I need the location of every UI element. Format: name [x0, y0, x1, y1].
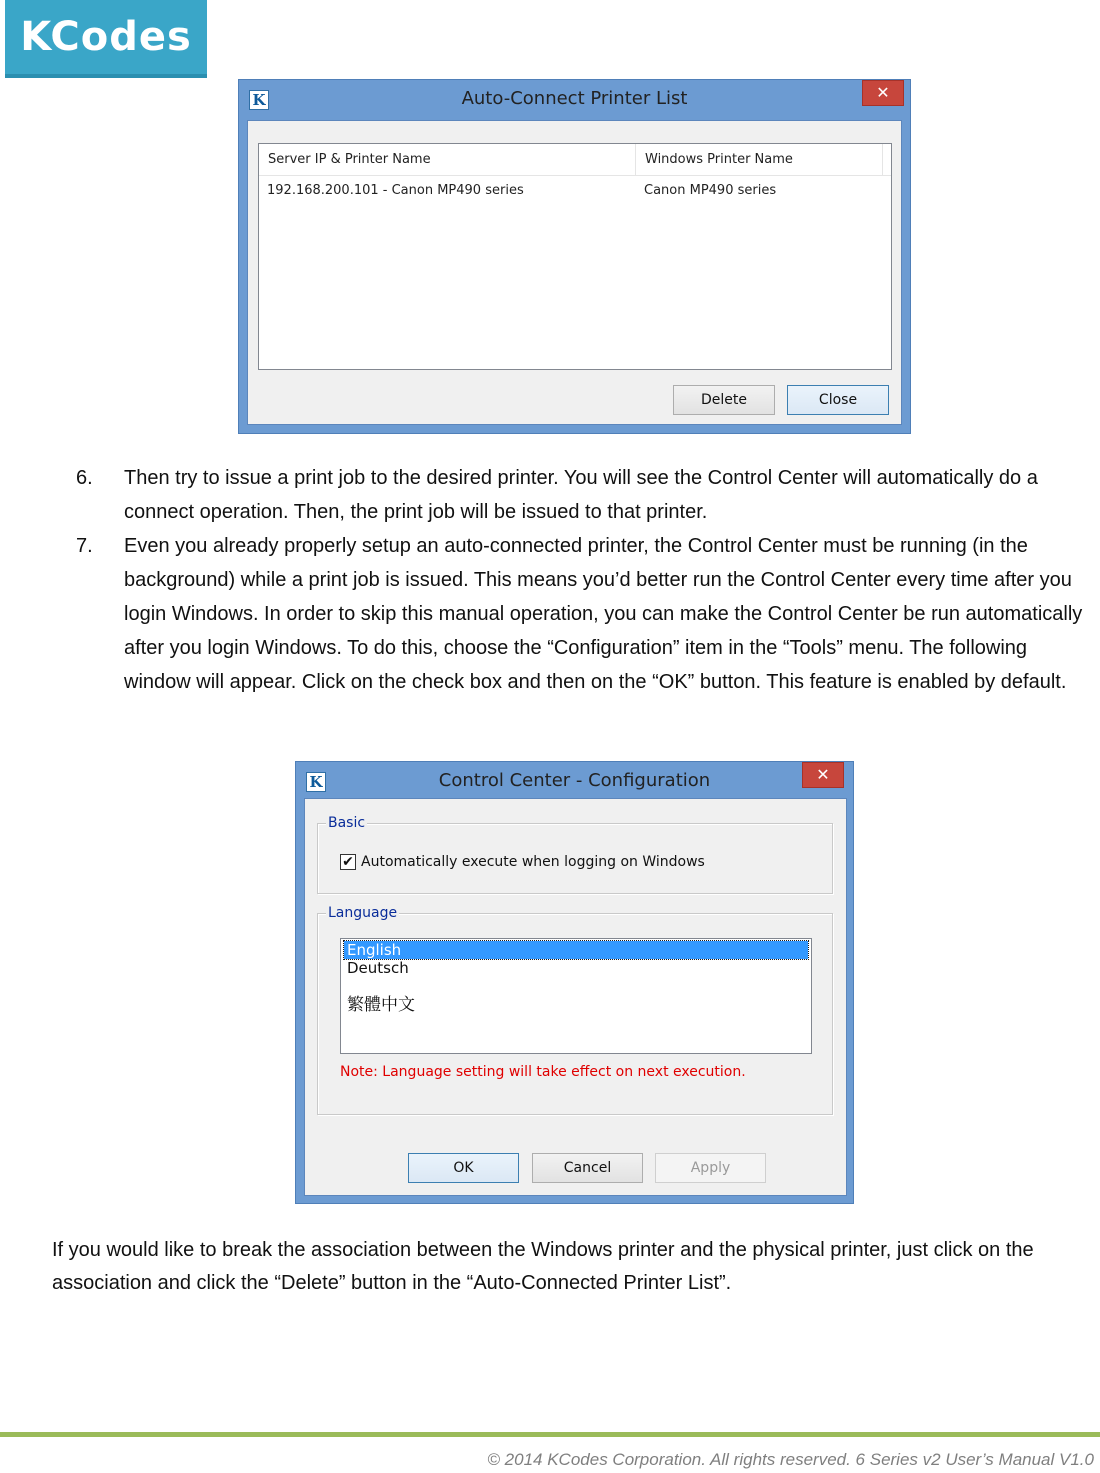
step-7 — [76, 529, 1086, 733]
language-option-deutsch[interactable]: Deutsch — [347, 959, 409, 977]
column-header-windows-name[interactable]: Windows Printer Name — [636, 144, 883, 176]
step-text: Then try to issue a print job to the desired printer. You will see the Control Center will automatically do a connect operation. Then, the print job will be issued to that printer. — [124, 467, 1038, 523]
kcodes-app-icon: K — [249, 90, 269, 110]
printer-list-view[interactable] — [258, 143, 892, 370]
apply-button: Apply — [655, 1153, 766, 1183]
auto-execute-label[interactable]: Automatically execute when logging on Windows — [361, 854, 705, 870]
dialog-client-area — [247, 120, 902, 425]
language-group-label: Language — [328, 905, 398, 921]
control-center-configuration-dialog — [295, 761, 854, 1204]
dialog-title: Auto-Connect Printer List — [461, 88, 688, 109]
kcodes-app-icon: K — [306, 772, 326, 792]
footer-copyright: © 2014 KCodes Corporation. All rights reserved. 6 Series v2 User’s Manual V1.0 — [487, 1450, 1094, 1469]
logo-text: KCodes — [20, 14, 192, 60]
ok-button[interactable]: OK — [408, 1153, 519, 1183]
footer-divider — [0, 1432, 1100, 1437]
auto-connect-printer-list-dialog — [238, 79, 911, 434]
step-number: 7. — [76, 535, 93, 557]
language-listbox[interactable] — [340, 938, 812, 1054]
step-text: Even you already properly setup an auto-connected printer, the Control Center must be running (in the background) while a print job is issued. This means you’d better run the Control Center every time after you login Windows. In order to skip this manual operation, you can make the Control Center be run automatically after you login Windows. To do this, choose the “Configuration” item in the “Tools” menu. The following window will appear. Click on the check box and then on the “OK” button. This feature is enabled by default. — [124, 535, 1083, 693]
column-header-server[interactable]: Server IP & Printer Name — [259, 144, 636, 176]
delete-button[interactable]: Delete — [673, 385, 775, 415]
row-windows-name-cell: Canon MP490 series — [644, 183, 777, 198]
cancel-button[interactable]: Cancel — [532, 1153, 643, 1183]
step-number: 6. — [76, 467, 93, 489]
step-6 — [76, 461, 1086, 529]
close-button[interactable]: Close — [787, 385, 889, 415]
list-header — [259, 144, 891, 176]
language-option-traditional-chinese[interactable]: 繁體中文 — [347, 995, 415, 1015]
close-icon[interactable]: ✕ — [802, 762, 844, 788]
language-option-english[interactable]: English — [344, 941, 808, 959]
language-note: Note: Language setting will take effect on next execution. — [340, 1064, 746, 1080]
auto-execute-checkbox[interactable]: ✔ — [340, 854, 356, 870]
dialog-titlebar[interactable] — [239, 80, 910, 116]
dialog-title: Control Center - Configuration — [438, 770, 711, 791]
row-server-cell: 192.168.200.101 - Canon MP490 series — [267, 183, 524, 198]
close-icon[interactable]: ✕ — [862, 80, 904, 106]
basic-group-label: Basic — [328, 815, 366, 831]
dialog-titlebar[interactable] — [296, 762, 853, 798]
closing-paragraph: If you would like to break the association between the Windows printer and the physical printer, just click on the association and click the “Delete” button in the “Auto-Connected Printer List”. — [52, 1239, 1034, 1294]
dialog-client-area — [304, 798, 847, 1196]
kcodes-logo — [5, 0, 207, 78]
